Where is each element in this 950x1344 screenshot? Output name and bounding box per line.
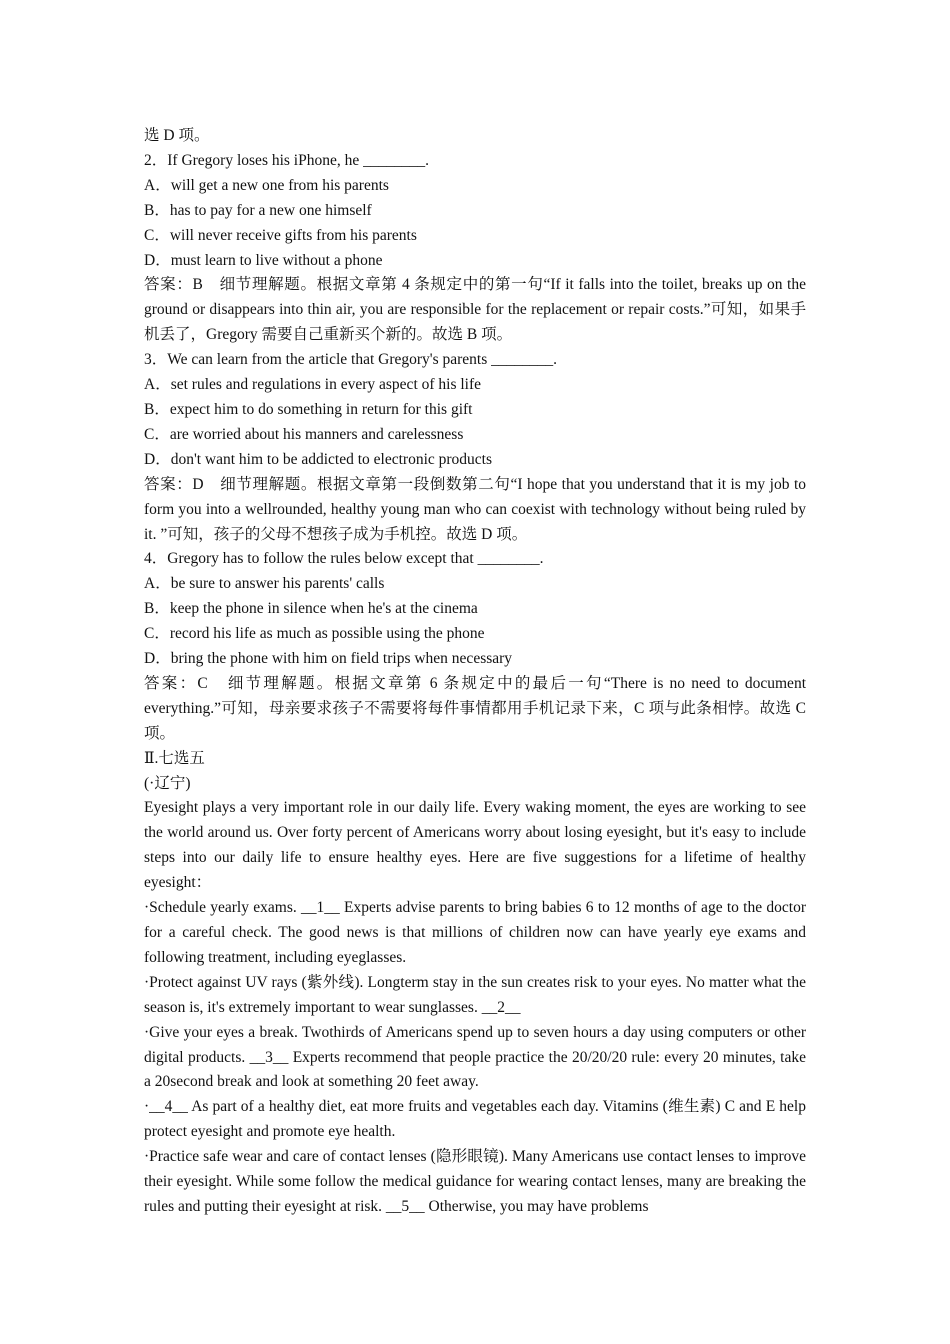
option-b: B．keep the phone in silence when he's at the cinema [144,600,478,618]
passage-paragraph: ·Schedule yearly exams. __1__ Experts advise parents to bring babies 6 to 12 months of age to the doctor for a careful check. The good news is that millions of children now can have yearly eye exams and following treatment, including eyeglasses. [144,899,806,966]
text-line: 选 D 项。 [144,127,210,144]
document-page [144,124,806,1220]
option-d: D．must learn to live without a phone [144,251,383,269]
option-a: A．set rules and regulations in every aspect of his life [144,376,482,394]
answer-3: 答案：D 细节理解题。根据文章第一段倒数第二句“I hope that you understand that it is my job to form you into a wellrounded, healthy young man who can coexist with technology without being ruled by it. ”可知，孩子的父母不想孩子成为手机控。故选 D 项。 [144,475,806,543]
question-3: 3．We can learn from the article that Gregory's parents ________. [144,351,558,369]
option-d: D．don't want him to be addicted to electronic products [144,450,493,468]
option-a: A．will get a new one from his parents [144,176,389,194]
section-heading: Ⅱ.七选五 [144,749,205,767]
answer-4: 答案：C 细节理解题。根据文章第 6 条规定中的最后一句“There is no need to document everything.”可知，母亲要求孩子不需要将每件事情都用手机记录下来，C 项与此条相悖。故选 C 项。 [144,674,806,742]
option-c: C．are worried about his manners and carelessness [144,425,464,443]
passage-paragraph: ·Protect against UV rays (紫外线). Longterm stay in the sun creates risk to your eyes. No matter what the season is, it's extremely important to wear sunglasses. __2__ [144,973,806,1016]
option-b: B．has to pay for a new one himself [144,201,372,219]
question-2: 2．If Gregory loses his iPhone, he ________. [144,151,429,169]
source-note: (·辽宁) [144,774,191,792]
answer-2: 答案：B 细节理解题。根据文章第 4 条规定中的第一句“If it falls into the toilet, breaks up on the ground or disappears into thin air, you are responsible for the replacement or repair costs.”可知，如果手机丢了，Gregory 需要自己重新买个新的。故选 B 项。 [144,276,806,344]
option-a: A．be sure to answer his parents' calls [144,575,385,593]
option-c: C．record his life as much as possible using the phone [144,625,485,643]
question-4: 4．Gregory has to follow the rules below except that ________. [144,550,544,568]
option-d: D．bring the phone with him on field trips when necessary [144,650,513,668]
passage-paragraph: ·Practice safe wear and care of contact lenses (隐形眼镜). Many Americans use contact lenses to improve their eyesight. While some follow the medical guidance for wearing contact lenses, many are breaking the rules and putting their eyesight at risk. __5__ Otherwise, you may have problems [144,1148,806,1215]
option-c: C．will never receive gifts from his parents [144,226,417,244]
option-b: B．expect him to do something in return for this gift [144,400,473,418]
passage-paragraph: ·__4__ As part of a healthy diet, eat more fruits and vegetables each day. Vitamins (维生素) C and E help protect eyesight and promote eye health. [144,1098,806,1141]
passage-paragraph: Eyesight plays a very important role in our daily life. Every waking moment, the eyes are working to see the world around us. Over forty percent of Americans worry about losing eyesight, but it's easy to include steps into our daily life to ensure healthy eyes. Here are five suggestions for a lifetime of healthy eyesight： [144,799,806,892]
passage-paragraph: ·Give your eyes a break. Twothirds of Americans spend up to seven hours a day using computers or other digital products. __3__ Experts recommend that people practice the 20/20/20 rule: every 20 minutes, take a 20second break and look at something 20 feet away. [144,1023,806,1091]
